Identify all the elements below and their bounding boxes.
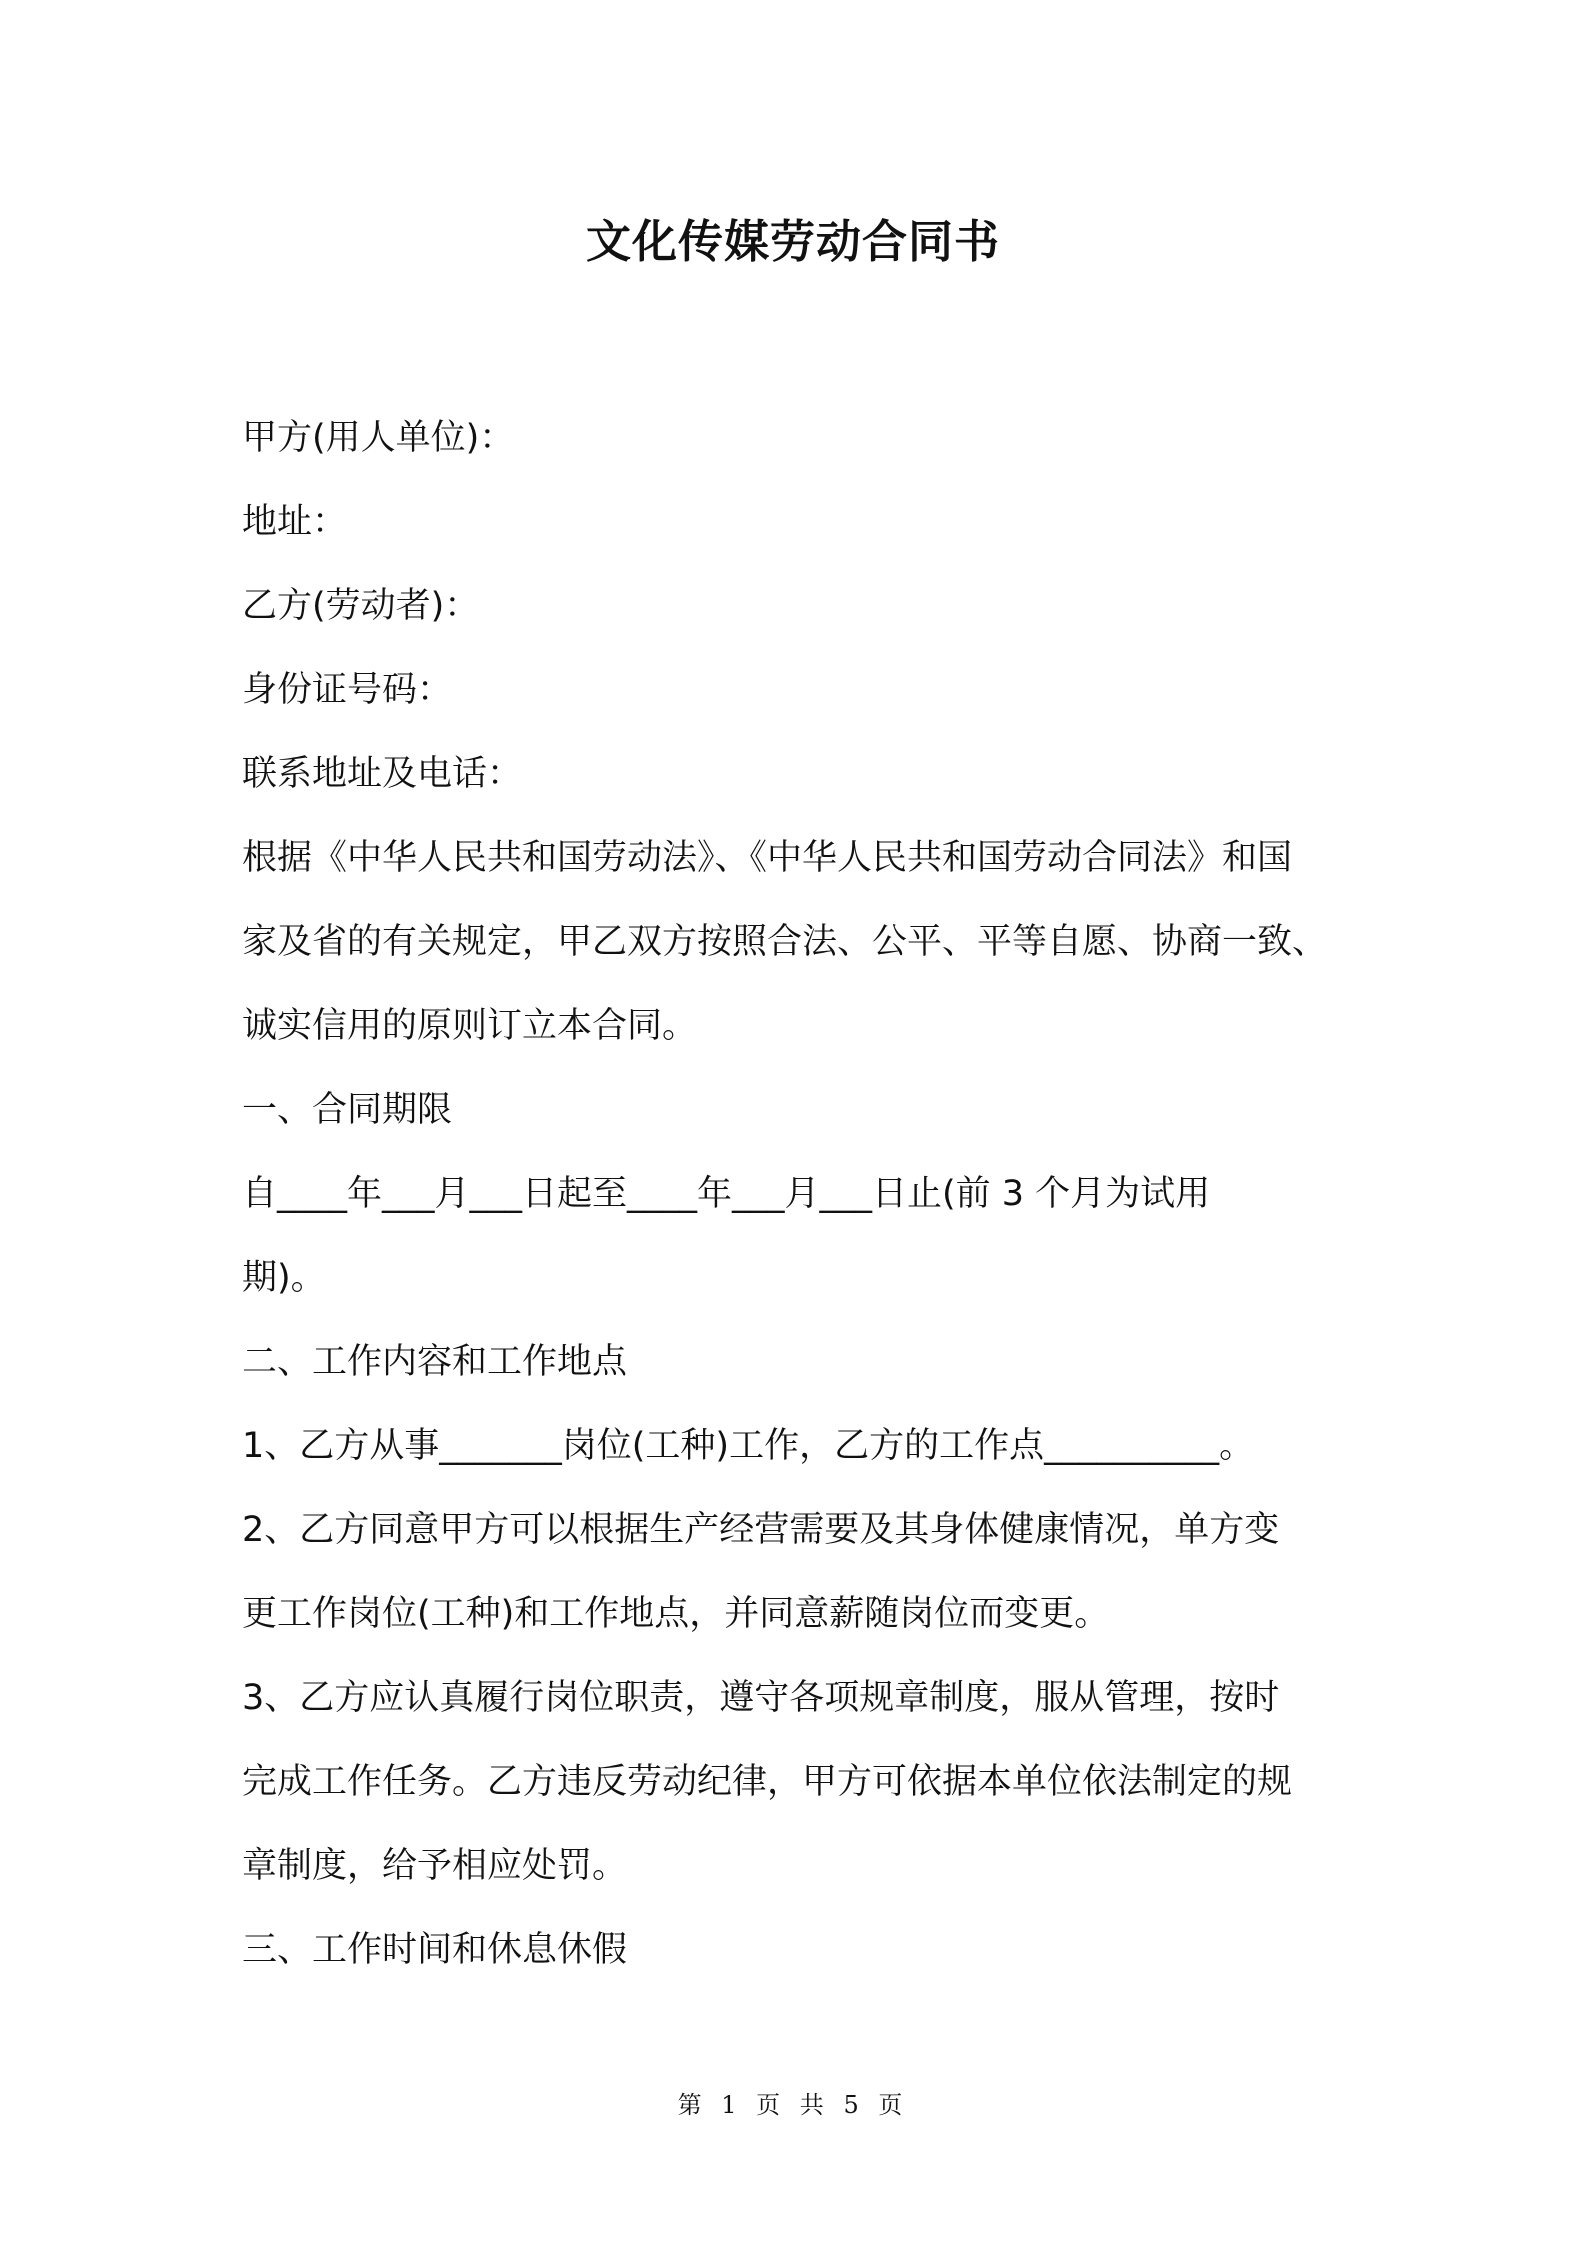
section-heading-work: 二、工作内容和工作地点 xyxy=(242,1342,628,1382)
preamble-line-1: 根据《中华人民共和国劳动法》、《中华人民共和国劳动合同法》和国 xyxy=(242,838,1293,878)
work-clause-3-line-3: 章制度，给予相应处罚。 xyxy=(242,1846,628,1886)
work-clause-3-line-1: 3、乙方应认真履行岗位职责，遵守各项规章制度，服从管理，按时 xyxy=(242,1678,1280,1718)
work-clause-3-line-2: 完成工作任务。乙方违反劳动纪律，甲方可依据本单位依法制定的规 xyxy=(242,1762,1293,1802)
work-clause-2-line-2: 更工作岗位(工种)和工作地点，并同意薪随岗位而变更。 xyxy=(242,1594,1110,1634)
document-body xyxy=(242,396,1362,1992)
party-a-line: 甲方(用人单位)： xyxy=(242,418,515,458)
term-line-1: 自____年___月___日起至____年___月___日止(前 3 个月为试用 xyxy=(242,1174,1211,1214)
term-line-2: 期)。 xyxy=(242,1258,326,1298)
id-number-line: 身份证号码： xyxy=(242,670,453,710)
section-heading-hours: 三、工作时间和休息休假 xyxy=(242,1930,628,1970)
work-clause-1: 1、乙方从事_______岗位(工种)工作，乙方的工作点__________。 xyxy=(242,1426,1255,1466)
address-line: 地址： xyxy=(242,502,348,542)
preamble-line-2: 家及省的有关规定，甲乙双方按照合法、公平、平等自愿、协商一致、 xyxy=(242,922,1328,962)
preamble-line-3: 诚实信用的原则订立本合同。 xyxy=(242,1006,698,1046)
work-clause-2-line-1: 2、乙方同意甲方可以根据生产经营需要及其身体健康情况，单方变 xyxy=(242,1510,1280,1550)
document-title: 文化传媒劳动合同书 xyxy=(585,215,1000,268)
party-b-line: 乙方(劳动者)： xyxy=(242,586,480,626)
page-footer: 第 1 页 共 5 页 xyxy=(677,2091,909,2119)
section-heading-term: 一、合同期限 xyxy=(242,1090,453,1130)
contact-line: 联系地址及电话： xyxy=(242,754,523,794)
